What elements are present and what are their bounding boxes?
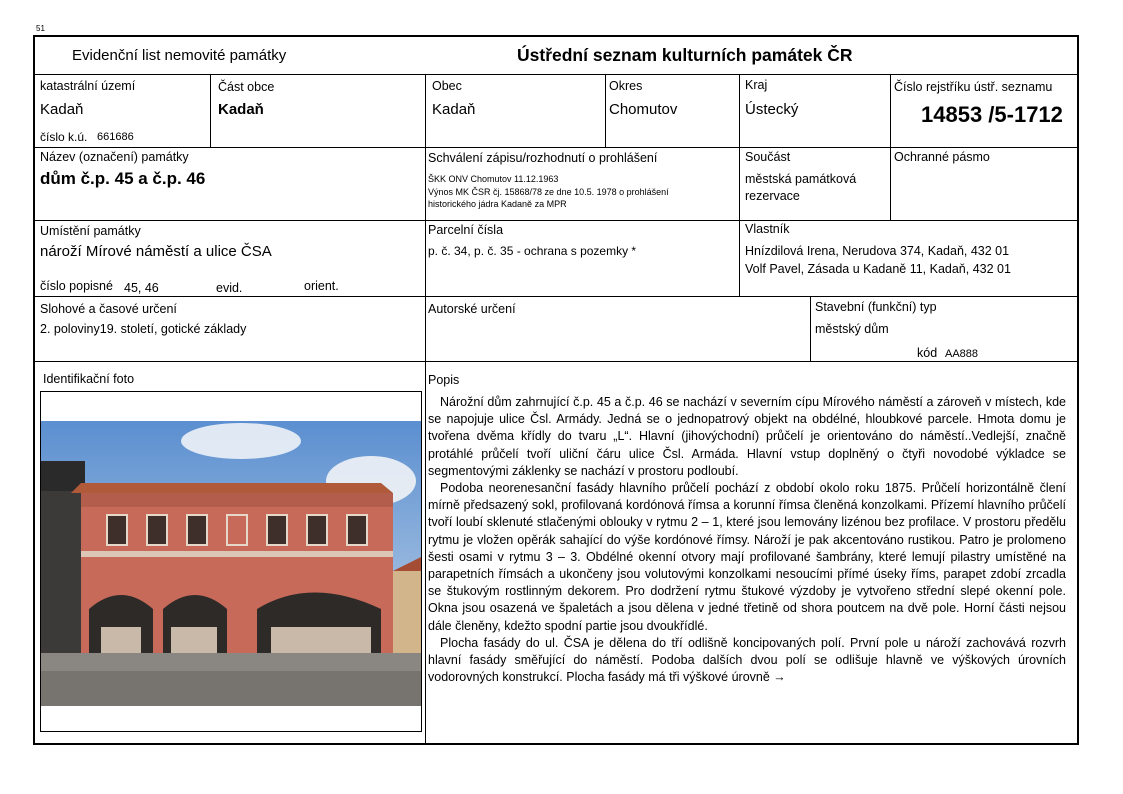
katastr-label: katastrální území	[40, 79, 136, 93]
page-number: 51	[36, 24, 45, 33]
popis-text	[428, 394, 1066, 686]
schvaleni-line: Výnos MK ČSR čj. 15868/78 ze dne 10.5. 1978 o prohlášení	[428, 187, 669, 197]
rejstrik-label: Číslo rejstříku ústř. seznamu	[894, 80, 1053, 94]
divider	[739, 74, 740, 296]
popis-paragraph: Podoba neorenesanční fasády hlavního průčelí pochází z období okolo roku 1875. Průčelí horizontálně člení mírně předsazený sokl, profilovaná kordónová římsa a korunní římsa členěná konzolkami. Přízemí hlavního průčelí tvoří loubí sklenuté stlačenými oblouky v rytmu 2 – 1, které jsou lemovány lizénou bez profilace. V prostoru předělu rytmu je vložen opěrák sahající do výše kordónové římsy. Nároží je pak akcentováno rustikou. Patro je prolomeno šesti osami v rytmu 3 – 3. Obdélné okenní otvory mají profilované šambrány, které lemují pilastry umístěné na parapetních římsách a ukončeny jsou volutovými konzolkami nesoucími přímé úseky říms, parapet zdobí zrcadla se štukovým rostlinným dekorem. Pro dodržení rytmu štukové výzdoby je vytvořeno střední slepé okenní pole. Okna jsou osazená ve špaletách a jsou dělena v jedné třetině od shora poutcem na dvě pole. Horní části nejsou dále členěny, kdežto spodní partie jsou dvoukřídlé.	[428, 481, 1066, 633]
kod-label: kód	[917, 346, 938, 360]
katastr-value: Kadaň	[40, 101, 84, 118]
obec-label: Obec	[432, 79, 462, 93]
schvaleni-label: Schválení zápisu/rozhodnutí o prohlášení	[428, 151, 658, 165]
popis-paragraph: Nárožní dům zahrnující č.p. 45 a č.p. 46 se nachází v severním cípu Mírového náměstí a zároveň v místech, kde se napojuje ulice Čsl. Armády. Jedná se o jednopatrový objekt na obdélné, hloubkové parcele. Hmota domu je tvořena dvěma křídly do tvaru „L“. Hlavní (jihovýchodní) průčelí je orientováno do náměstí..Vedlejší, značně protáhlé průčelí tvoří uliční čáru ulice Čsl. Armáda. Hlavní vstup doplněný o čtyři novodobé výkladce se segmentovými záklenky se nachází v prostoru podloubí.	[428, 395, 1066, 478]
typ-value: městský dům	[815, 322, 889, 336]
divider	[35, 74, 1077, 75]
kod-value: AA888	[945, 348, 979, 360]
parcelni-value: p. č. 34, p. č. 35 - ochrana s pozemky *	[428, 244, 637, 258]
divider	[35, 296, 1077, 297]
umisteni-value: nároží Mírové náměstí a ulice ČSA	[40, 243, 272, 260]
sloh-value: 2. poloviny19. století, gotické základy	[40, 322, 247, 336]
kraj-label: Kraj	[745, 78, 768, 92]
cast-obce-value: Kadaň	[218, 101, 264, 118]
pasmo-label: Ochranné pásmo	[894, 150, 990, 164]
soucast-value: městská památková	[745, 172, 857, 186]
photo-label: Identifikační foto	[43, 372, 135, 386]
divider	[425, 361, 426, 745]
soucast-value: rezervace	[745, 189, 800, 203]
header-right-title: Ústřední seznam kulturních památek ČR	[517, 45, 853, 65]
schvaleni-line: ŠKK ONV Chomutov 11.12.1963	[428, 174, 559, 184]
header-left-title: Evidenční list nemovité památky	[72, 47, 287, 64]
umisteni-label: Umístění památky	[40, 224, 141, 238]
ku-label: číslo k.ú.	[40, 130, 88, 144]
autor-label: Autorské určení	[428, 302, 516, 316]
vlastnik-label: Vlastník	[745, 222, 790, 236]
evid-label: evid.	[216, 281, 243, 295]
building-photo	[41, 421, 421, 706]
divider	[890, 74, 891, 220]
soucast-label: Součást	[745, 150, 791, 164]
okres-label: Okres	[609, 79, 643, 93]
popis-label: Popis	[428, 373, 460, 387]
divider	[35, 147, 1077, 148]
ku-value: 661686	[97, 131, 134, 143]
typ-label: Stavební (funkční) typ	[815, 300, 937, 314]
cast-obce-label: Část obce	[218, 80, 275, 94]
divider	[425, 74, 426, 361]
okres-value: Chomutov	[609, 101, 678, 118]
nazev-value: dům č.p. 45 a č.p. 46	[40, 169, 206, 188]
divider	[210, 74, 211, 147]
divider	[35, 361, 1077, 362]
divider	[810, 296, 811, 361]
obec-value: Kadaň	[432, 101, 476, 118]
divider	[605, 74, 606, 147]
divider	[35, 220, 1077, 221]
popis-paragraph: Plocha fasády do ul. ČSA je dělena do tří odlišně koncipovaných polí. První pole u nároží zachovává rozvrh hlavní fasády směřující do náměstí. Podoba dalších dvou polí se odlišuje hlavně ve výškových úrovních vodorovných konstrukcí. Plocha fasády má tři výškové úrovně →	[428, 635, 1066, 685]
parcelni-label: Parcelní čísla	[428, 223, 504, 237]
vlastnik-entry: Volf Pavel, Zásada u Kadaně 11, Kadaň, 432 01	[745, 262, 1011, 276]
photo-frame	[40, 391, 422, 732]
rejstrik-value: 14853 /5-1712	[921, 102, 1063, 127]
schvaleni-line: historického jádra Kadaně za MPR	[428, 199, 567, 209]
nazev-label: Název (označení) památky	[40, 150, 189, 164]
sloh-label: Slohové a časové určení	[40, 302, 177, 316]
cp-label: číslo popisné	[40, 279, 113, 293]
kraj-value: Ústecký	[745, 101, 799, 118]
vlastnik-entry: Hnízdilová Irena, Nerudova 374, Kadaň, 432 01	[745, 244, 1010, 258]
orient-label: orient.	[304, 279, 339, 293]
cp-value: 45, 46	[124, 281, 159, 295]
